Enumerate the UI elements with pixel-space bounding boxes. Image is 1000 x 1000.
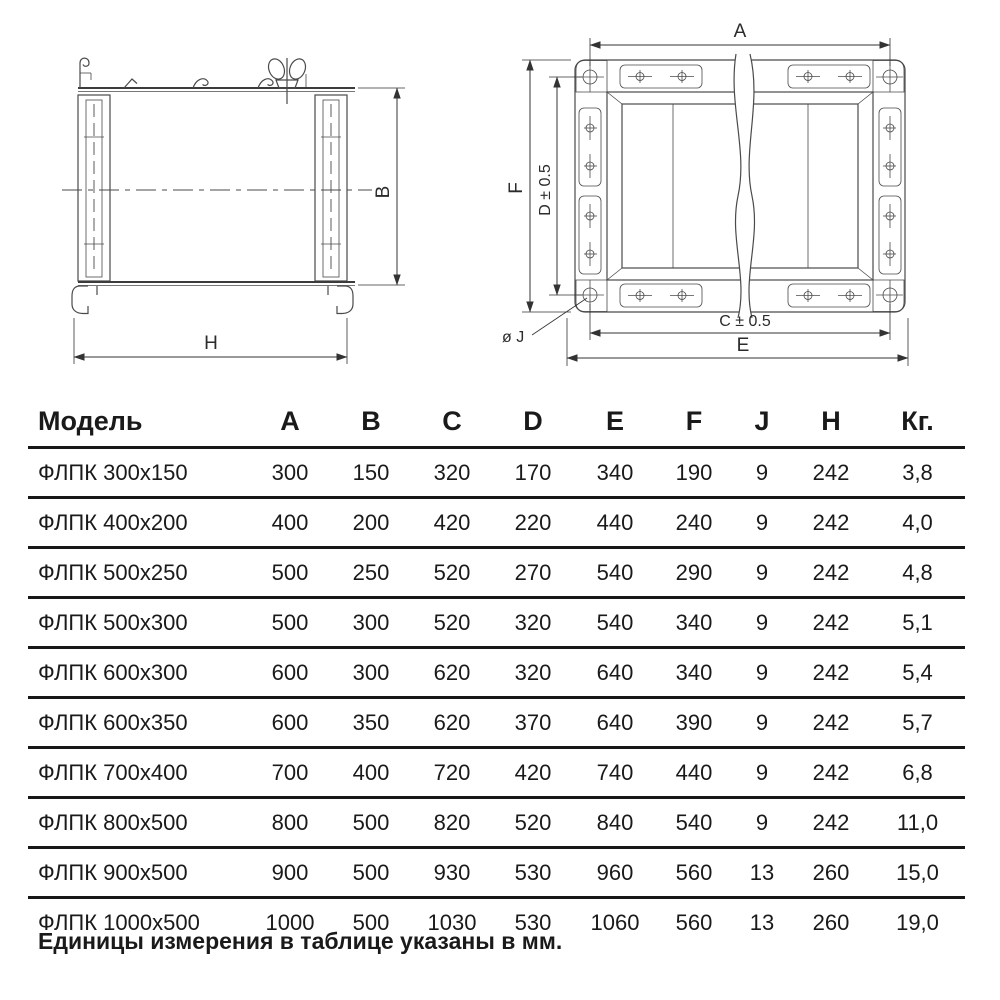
- value-cell: 540: [574, 548, 656, 598]
- table-row: [28, 848, 965, 898]
- table-row: [28, 598, 965, 648]
- drawings-svg: [0, 0, 1000, 398]
- value-cell: 530: [492, 848, 574, 898]
- value-cell: 640: [574, 698, 656, 748]
- column-header: J: [732, 398, 792, 448]
- table-row: [28, 698, 965, 748]
- column-header: D: [492, 398, 574, 448]
- table-header-row: [28, 398, 965, 448]
- value-cell: 500: [330, 798, 412, 848]
- value-cell: 600: [250, 648, 330, 698]
- value-cell: 13: [749, 910, 775, 935]
- value-cell: 9: [732, 748, 792, 798]
- value-cell: 9: [732, 598, 792, 648]
- units-note: Единицы измерения в таблице указаны в мм.: [38, 928, 563, 954]
- value-cell: 370: [492, 698, 574, 748]
- dim-label-a: A: [733, 21, 747, 42]
- value-cell: 242: [792, 748, 870, 798]
- value-cell: 290: [656, 548, 732, 598]
- value-cell: 720: [412, 748, 492, 798]
- model-cell: ФЛПК 700x400: [28, 748, 250, 798]
- value-cell: 15,0: [870, 848, 965, 898]
- value-cell: 9: [732, 448, 792, 498]
- column-header: A: [250, 398, 330, 448]
- value-cell: 190: [656, 448, 732, 498]
- model-cell: ФЛПК 800x500: [28, 798, 250, 848]
- value-cell: 260: [812, 910, 850, 935]
- value-cell: 220: [492, 498, 574, 548]
- value-cell: 420: [492, 748, 574, 798]
- value-cell: 300: [330, 648, 412, 698]
- value-cell: 740: [574, 748, 656, 798]
- model-cell: ФЛПК 500x300: [28, 598, 250, 648]
- value-cell: 260: [792, 848, 870, 898]
- value-cell: 300: [250, 448, 330, 498]
- model-cell: ФЛПК 600x300: [28, 648, 250, 698]
- value-cell: 440: [656, 748, 732, 798]
- value-cell: 930: [412, 848, 492, 898]
- left-mounting-plates: [579, 108, 601, 274]
- value-cell: 800: [250, 798, 330, 848]
- value-cell: 3,8: [870, 448, 965, 498]
- value-cell: 600: [250, 698, 330, 748]
- value-cell: 540: [656, 798, 732, 848]
- column-header: Кг.: [870, 398, 965, 448]
- value-cell: 9: [732, 648, 792, 698]
- front-view-drawing: [502, 21, 908, 366]
- value-cell: 11,0: [870, 798, 965, 848]
- value-cell: 500: [250, 598, 330, 648]
- value-cell: 520: [412, 548, 492, 598]
- table-body: [28, 448, 965, 947]
- value-cell: 150: [330, 448, 412, 498]
- value-cell: 5,1: [870, 598, 965, 648]
- dim-label-b: B: [373, 185, 394, 199]
- value-cell: 340: [574, 448, 656, 498]
- value-cell: 520: [412, 598, 492, 648]
- value-cell: 9: [732, 498, 792, 548]
- value-cell: 270: [492, 548, 574, 598]
- value-cell: 170: [492, 448, 574, 498]
- value-cell: 242: [792, 648, 870, 698]
- table-row: [28, 798, 965, 848]
- dim-label-f: F: [506, 182, 527, 194]
- value-cell: 390: [656, 698, 732, 748]
- table-row: [28, 548, 965, 598]
- value-cell: 540: [574, 598, 656, 648]
- model-cell: ФЛПК 400x200: [28, 498, 250, 548]
- value-cell: 320: [412, 448, 492, 498]
- column-header: E: [574, 398, 656, 448]
- column-header: F: [656, 398, 732, 448]
- dim-label-c: C ± 0.5: [719, 313, 771, 330]
- model-cell: ФЛПК 500x250: [28, 548, 250, 598]
- dim-label-hole-diameter: ø J: [502, 329, 525, 346]
- value-cell: 620: [412, 698, 492, 748]
- value-cell: 242: [792, 548, 870, 598]
- value-cell: 320: [492, 598, 574, 648]
- value-cell: 9: [732, 698, 792, 748]
- column-header: C: [412, 398, 492, 448]
- column-header: B: [330, 398, 412, 448]
- value-cell: 560: [675, 910, 713, 935]
- value-cell: 242: [792, 798, 870, 848]
- value-cell: 400: [250, 498, 330, 548]
- table-row: [28, 448, 965, 498]
- value-cell: 242: [792, 448, 870, 498]
- value-cell: 6,8: [870, 748, 965, 798]
- dimensions-table: [28, 398, 965, 946]
- value-cell: 242: [792, 498, 870, 548]
- value-cell: 500: [352, 910, 390, 935]
- value-cell: 250: [330, 548, 412, 598]
- dim-label-h: H: [204, 333, 218, 354]
- right-mounting-plates: [879, 108, 901, 274]
- value-cell: 840: [574, 798, 656, 848]
- column-header: Модель: [28, 398, 250, 448]
- value-cell: 700: [250, 748, 330, 798]
- table-row: [28, 498, 965, 548]
- value-cell: 530: [514, 910, 552, 935]
- value-cell: 350: [330, 698, 412, 748]
- value-cell: 9: [732, 548, 792, 598]
- value-cell: 4,0: [870, 498, 965, 548]
- value-cell: 520: [492, 798, 574, 848]
- value-cell: 340: [656, 598, 732, 648]
- model-cell: ФЛПК 300x150: [28, 448, 250, 498]
- value-cell: 820: [412, 798, 492, 848]
- value-cell: 242: [792, 698, 870, 748]
- model-cell: ФЛПК 600x350: [28, 698, 250, 748]
- value-cell: 242: [792, 598, 870, 648]
- value-cell: 5,7: [870, 698, 965, 748]
- column-header: H: [792, 398, 870, 448]
- value-cell: 500: [330, 848, 412, 898]
- technical-drawings: [0, 0, 1000, 398]
- value-cell: 5,4: [870, 648, 965, 698]
- value-cell: 420: [412, 498, 492, 548]
- model-cell: ФЛПК 1000x500: [38, 910, 200, 935]
- value-cell: 1000: [265, 910, 315, 935]
- value-cell: 640: [574, 648, 656, 698]
- value-cell: 19,0: [896, 910, 939, 935]
- value-cell: 400: [330, 748, 412, 798]
- model-cell: ФЛПК 900x500: [28, 848, 250, 898]
- table-row: [28, 748, 965, 798]
- value-cell: 200: [330, 498, 412, 548]
- table-row: [28, 648, 965, 698]
- value-cell: 300: [330, 598, 412, 648]
- value-cell: 340: [656, 648, 732, 698]
- value-cell: 440: [574, 498, 656, 548]
- dim-label-d: D ± 0.5: [537, 164, 554, 216]
- dim-label-e: E: [736, 335, 750, 356]
- value-cell: 1060: [590, 910, 640, 935]
- value-cell: 500: [250, 548, 330, 598]
- value-cell: 900: [250, 848, 330, 898]
- value-cell: 960: [574, 848, 656, 898]
- value-cell: 620: [412, 648, 492, 698]
- value-cell: 9: [732, 798, 792, 848]
- value-cell: 4,8: [870, 548, 965, 598]
- value-cell: 13: [732, 848, 792, 898]
- value-cell: 560: [656, 848, 732, 898]
- value-cell: 320: [492, 648, 574, 698]
- value-cell: 240: [656, 498, 732, 548]
- value-cell: 1030: [427, 910, 477, 935]
- side-view-drawing: [62, 56, 405, 364]
